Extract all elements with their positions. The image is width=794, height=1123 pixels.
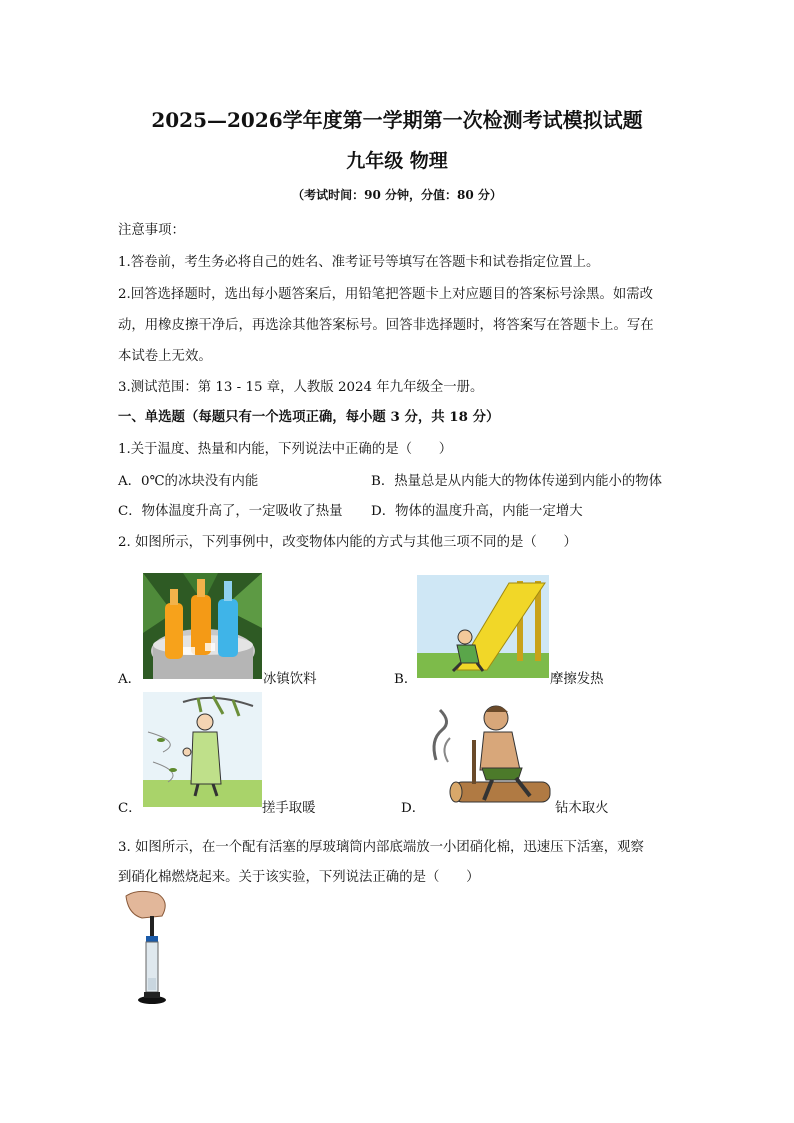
exam-info: （考试时间：90 分钟，分值：80 分）: [292, 188, 502, 202]
rubbing-hands-image: [143, 692, 262, 807]
q2-option-d-letter: D．: [401, 801, 426, 816]
q2-option-b-letter: B．: [394, 672, 418, 687]
drilling-wood-image: [426, 700, 554, 810]
q2-option-d-caption: 钻木取火: [555, 801, 609, 816]
iced-drinks-image: [143, 573, 262, 679]
slide-friction-image: [417, 575, 549, 678]
q1-option-b: B．热量总是从内能大的物体传递到内能小的物体: [371, 474, 663, 489]
section-1-heading: 一、单选题（每题只有一个选项正确，每小题 3 分，共 18 分）: [118, 409, 500, 425]
q2-stem: 2. 如图所示，下列事例中，改变物体内能的方式与其他三项不同的是（ ）: [118, 535, 577, 550]
q1-option-a: A．0℃的冰块没有内能: [118, 474, 259, 489]
q2-option-c-caption: 搓手取暖: [262, 801, 316, 816]
notes-item-2-line-1: 2.回答选择题时，选出每小题答案后，用铅笔把答题卡上对应题目的答案标号涂黑。如需改: [118, 287, 654, 302]
notes-heading: 注意事项：: [118, 223, 185, 238]
glass-cylinder-piston-image: [118, 888, 188, 1014]
q1-option-c: C．物体温度升高了，一定吸收了热量: [118, 504, 343, 519]
q3-stem-line-2: 到硝化棉燃烧起来。关于该实验，下列说法正确的是（ ）: [118, 870, 480, 885]
q2-option-a-caption: 冰镇饮料: [263, 672, 317, 687]
notes-item-1: 1.答卷前，考生务必将自己的姓名、准考证号等填写在答题卡和试卷指定位置上。: [118, 255, 600, 270]
q1-option-d: D．物体的温度升高，内能一定增大: [371, 504, 583, 519]
exam-subtitle: 九年级 物理: [346, 150, 448, 172]
exam-title: 2025—2026学年度第一学期第一次检测考试模拟试题: [151, 108, 643, 132]
q3-stem-line-1: 3. 如图所示，在一个配有活塞的厚玻璃筒内部底端放一小团硝化棉，迅速压下活塞，观察: [118, 840, 644, 855]
q2-option-b-caption: 摩擦发热: [550, 672, 604, 687]
q2-option-a-letter: A．: [118, 672, 142, 687]
notes-item-3: 3.测试范围：第 13 - 15 章，人教版 2024 年九年级全一册。: [118, 380, 484, 395]
notes-item-2-line-2: 动，用橡皮擦干净后，再选涂其他答案标号。回答非选择题时，将答案写在答题卡上。写在: [118, 318, 654, 333]
q2-option-c-letter: C．: [118, 801, 142, 816]
notes-item-2-line-3: 本试卷上无效。: [118, 349, 212, 364]
q1-stem: 1.关于温度、热量和内能，下列说法中正确的是（ ）: [118, 442, 453, 457]
